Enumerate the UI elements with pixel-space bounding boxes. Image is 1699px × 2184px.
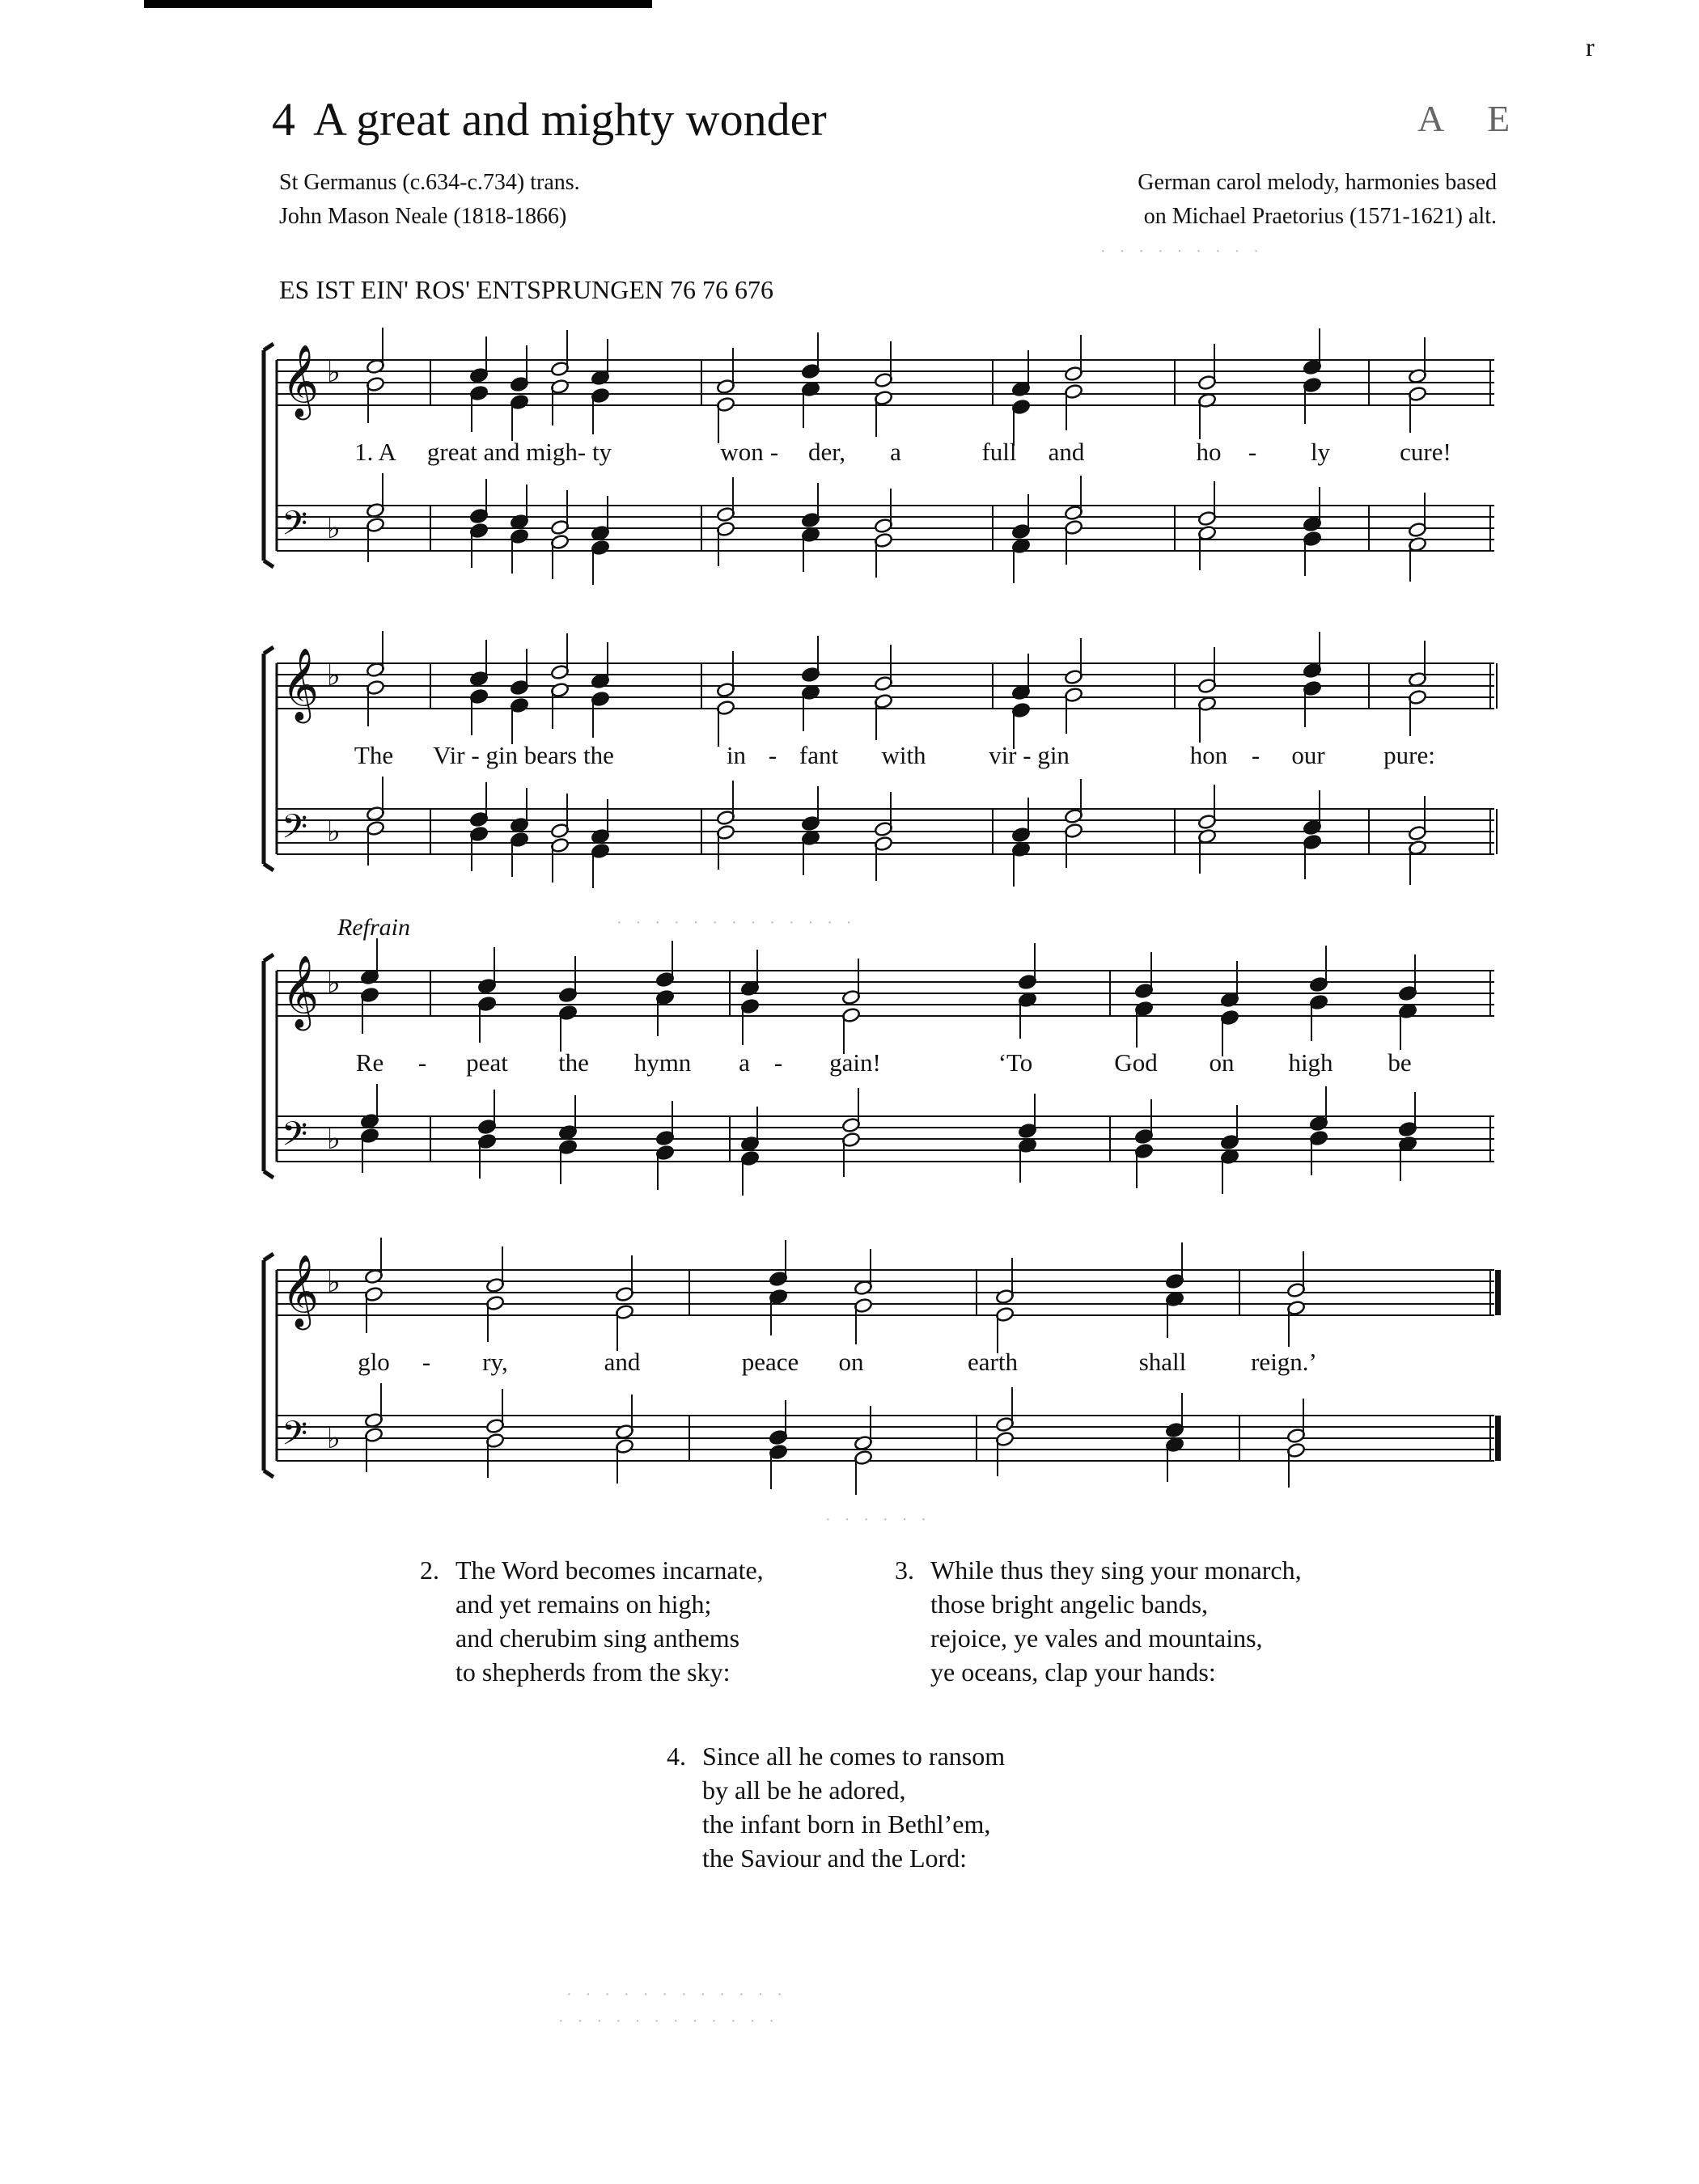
flat-key-signature-icon: ♭ (327, 1123, 341, 1156)
verse-line: those bright angelic bands, (930, 1589, 1209, 1619)
verse-line: by all be he adored, (702, 1776, 906, 1805)
words-credit-line: John Mason Neale (1818-1866) (279, 204, 567, 229)
flat-key-signature-icon: ♭ (327, 815, 341, 849)
verse-line: While thus they sing your monarch, (930, 1555, 1302, 1585)
lyric-syllable: the (558, 1048, 589, 1077)
music-system-3 (261, 914, 1510, 1197)
music-system-1 (261, 320, 1510, 586)
bass-clef-icon: 𝄢 (282, 1115, 308, 1162)
flat-key-signature-icon: ♭ (327, 356, 341, 389)
lyric-syllable: ly (1310, 438, 1331, 466)
verse-line: The Word becomes incarnate, (455, 1555, 764, 1585)
system-bracket (264, 954, 273, 1178)
verse-line: ye oceans, clap your hands: (930, 1657, 1216, 1687)
lyric-syllable: peat (466, 1048, 508, 1077)
lyric-syllable: shall (1138, 1348, 1187, 1376)
lyric-syllable: - (1251, 741, 1260, 769)
lyric-syllable: - (1248, 438, 1257, 466)
ref-mark: A E (1417, 98, 1528, 139)
lyric-syllable: great and migh- ty (426, 438, 612, 466)
scan-speck: · · · · · · · · · · · · (566, 1986, 787, 2004)
lyric-syllable: der, (807, 438, 846, 466)
bass-clef-icon: 𝄢 (282, 1414, 308, 1461)
lyric-syllable: peace (741, 1348, 799, 1376)
music-credit-line: on Michael Praetorius (1571-1621) alt. (1143, 204, 1497, 229)
flat-key-signature-icon: ♭ (327, 1266, 341, 1299)
lyric-syllable: our (1291, 741, 1325, 769)
lyric-syllable: on (838, 1348, 864, 1376)
lyric-syllable: a (739, 1048, 750, 1077)
lyric-syllable: Vir - gin bears the (433, 741, 614, 769)
lyric-syllable: vir - gin (989, 741, 1070, 769)
lyric-syllable: ho (1196, 438, 1222, 466)
verse-line: and yet remains on high; (455, 1589, 712, 1619)
lyric-syllable: be (1388, 1048, 1412, 1077)
treble-clef-icon: 𝄞 (282, 1255, 320, 1327)
lyric-syllable: - (769, 438, 779, 466)
lyric-syllable: and (604, 1348, 641, 1376)
final-barline (1495, 1416, 1501, 1461)
flat-key-signature-icon: ♭ (327, 1422, 341, 1455)
music-credit-line: German carol melody, harmonies based (1138, 170, 1497, 195)
lyric-syllable: - (768, 741, 777, 769)
final-barline (1495, 1270, 1501, 1315)
flat-key-signature-icon: ♭ (327, 659, 341, 692)
verse-number: 4. (667, 1742, 686, 1771)
tune-name: ES IST EIN' ROS' ENTSPRUNGEN 76 76 676 (279, 275, 773, 304)
lyric-syllable: a (890, 438, 901, 466)
lyric-syllable: in (726, 741, 747, 769)
lyric-syllable: glo (358, 1348, 390, 1376)
verse-line: the infant born in Bethl’em, (702, 1809, 991, 1839)
hymn-number: 4 (272, 93, 295, 146)
hymn-title (272, 92, 827, 146)
lyric-syllable: hymn (633, 1048, 692, 1077)
scan-speck: · · · · · · · · · (1100, 243, 1264, 260)
lyric-syllable: earth (968, 1348, 1018, 1376)
treble-clef-icon: 𝄞 (282, 955, 320, 1028)
verse-line: to shepherds from the sky: (455, 1657, 731, 1687)
lyric-syllable: cure! (1400, 438, 1451, 466)
lyric-syllable: ry, (482, 1348, 508, 1376)
words-credit (279, 166, 580, 234)
hymn-title-text: A great and mighty wonder (313, 93, 827, 146)
lyric-syllable: full (981, 438, 1017, 466)
flat-key-signature-icon: ♭ (327, 967, 341, 1000)
verse-2 (420, 1553, 764, 1689)
scan-speck: · · · · · · · · · · · · · (616, 914, 857, 932)
lyric-syllable: - (417, 1048, 427, 1077)
lyric-syllable: and (1048, 438, 1085, 466)
flat-key-signature-icon: ♭ (327, 512, 341, 545)
treble-clef-icon: 𝄞 (282, 648, 320, 721)
verse-number: 2. (420, 1555, 439, 1585)
top-rule (144, 0, 652, 8)
treble-clef-icon: 𝄞 (282, 345, 320, 417)
music-credit (1138, 166, 1497, 234)
lyric-syllable: God (1114, 1048, 1158, 1077)
lyric-syllable: - (422, 1348, 431, 1376)
corner-mark: r (1586, 32, 1595, 61)
system-bracket (264, 647, 273, 870)
verse-4 (667, 1739, 1006, 1875)
bass-clef-icon: 𝄢 (282, 504, 308, 551)
verse-line: the Saviour and the Lord: (702, 1843, 968, 1873)
music-system-2 (261, 623, 1510, 890)
lyric-syllable: hon (1189, 741, 1228, 769)
lyric-syllable: won (720, 438, 764, 466)
music-system-4 (261, 1230, 1510, 1496)
verse-number: 3. (895, 1555, 914, 1585)
lyric-syllable: on (1209, 1048, 1235, 1077)
lyric-syllable: with (881, 741, 926, 769)
scan-speck: · · · · · · · · · · · · (558, 2013, 779, 2030)
lyric-syllable: high (1288, 1048, 1333, 1077)
verse-3 (895, 1553, 1302, 1689)
lyric-syllable: Re (355, 1048, 384, 1077)
lyric-syllable: pure: (1383, 741, 1435, 769)
lyric-syllable: gain! (829, 1048, 881, 1077)
scan-speck: · · · · · · (825, 1511, 931, 1529)
verse-line: rejoice, ye vales and mountains, (930, 1623, 1263, 1653)
verse-line: and cherubim sing anthems (455, 1623, 740, 1653)
system-bracket (264, 344, 273, 567)
lyric-syllable: The (354, 741, 394, 769)
lyric-syllable: ‘To (998, 1048, 1033, 1077)
system-bracket (264, 1254, 273, 1477)
verse-line: Since all he comes to ransom (702, 1742, 1006, 1771)
refrain-label: Refrain (337, 914, 410, 941)
lyric-syllable: fant (799, 741, 839, 769)
words-credit-line: St Germanus (c.634-c.734) trans. (279, 170, 580, 195)
lyric-syllable: 1. A (354, 438, 396, 466)
lyric-syllable: - (773, 1048, 783, 1077)
score-system-4 (261, 1230, 1510, 1496)
lyric-syllable: reign.’ (1251, 1348, 1317, 1376)
bass-clef-icon: 𝄢 (282, 807, 308, 854)
